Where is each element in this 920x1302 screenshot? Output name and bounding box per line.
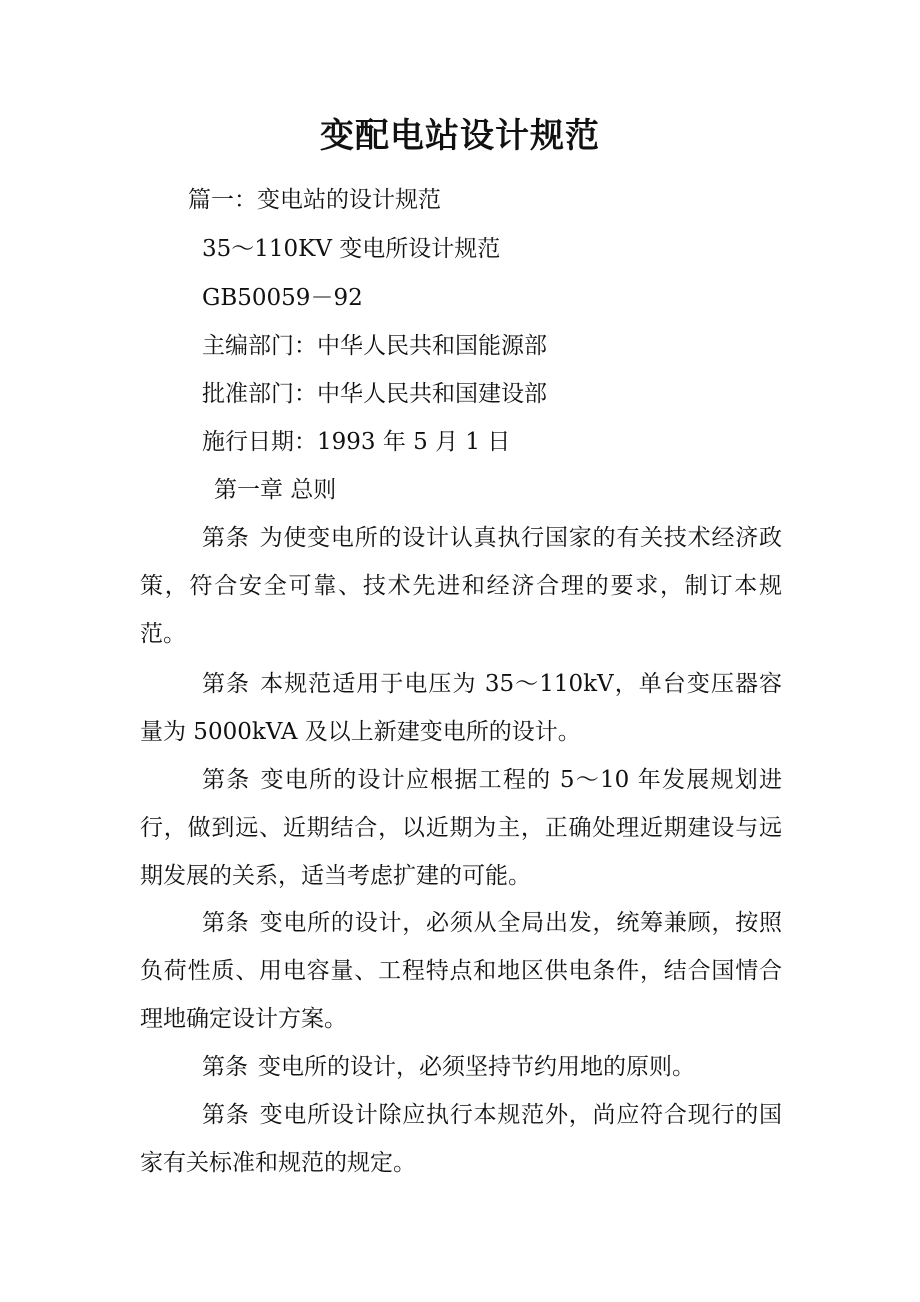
document-title: 变配电站设计规范 (320, 116, 600, 156)
clause-label: 第条 (202, 910, 250, 936)
clause-paragraph (140, 660, 782, 756)
clause-paragraph (140, 899, 782, 1043)
clause-text: 本规范适用于电压为 35～110kV，单台变压器容量为 5000kVA 及以上新建变电所的设计。 (140, 671, 782, 745)
clause-paragraph (140, 1091, 782, 1187)
clause-text: 变电所的设计，必须坚持节约用地的原则。 (258, 1054, 695, 1080)
clause-text: 变电所的设计应根据工程的 5～10 年发展规划进行，做到远、近期结合，以近期为主，正确处理近期建设与远期发展的关系，适当考虑扩建的可能。 (140, 767, 782, 889)
clause-text: 变电所设计除应执行本规范外，尚应符合现行的国家有关标准和规范的规定。 (140, 1102, 783, 1176)
clause-paragraph (140, 514, 782, 658)
clause-text: 为使变电所的设计认真执行国家的有关技术经济政策，符合安全可靠、技术先进和经济合理的要求，制订本规范。 (140, 525, 783, 647)
clause-label: 第条 (202, 1102, 250, 1128)
clause-label: 第条 (202, 767, 251, 793)
clause-paragraph (140, 756, 782, 900)
section-heading: 篇一：变电站的设计规范 (188, 187, 441, 213)
standard-name: 35～110KV 变电所设计规范 (202, 236, 501, 262)
clause-label: 第条 (202, 671, 251, 697)
clause-text: 变电所的设计，必须从全局出发，统筹兼顾，按照负荷性质、用电容量、工程特点和地区供电条件，结合国情合理地确定设计方案。 (140, 910, 783, 1032)
effective-date: 施行日期：1993 年 5 月 1 日 (202, 429, 511, 455)
approving-department: 批准部门：中华人民共和国建设部 (202, 381, 547, 407)
chapter-heading: 第一章 总则 (214, 477, 337, 503)
standard-code: GB50059－92 (202, 285, 363, 311)
clause-label: 第条 (202, 1054, 248, 1080)
editing-department: 主编部门：中华人民共和国能源部 (202, 333, 547, 359)
clause-label: 第条 (202, 525, 250, 551)
clause-paragraph (140, 1043, 782, 1091)
